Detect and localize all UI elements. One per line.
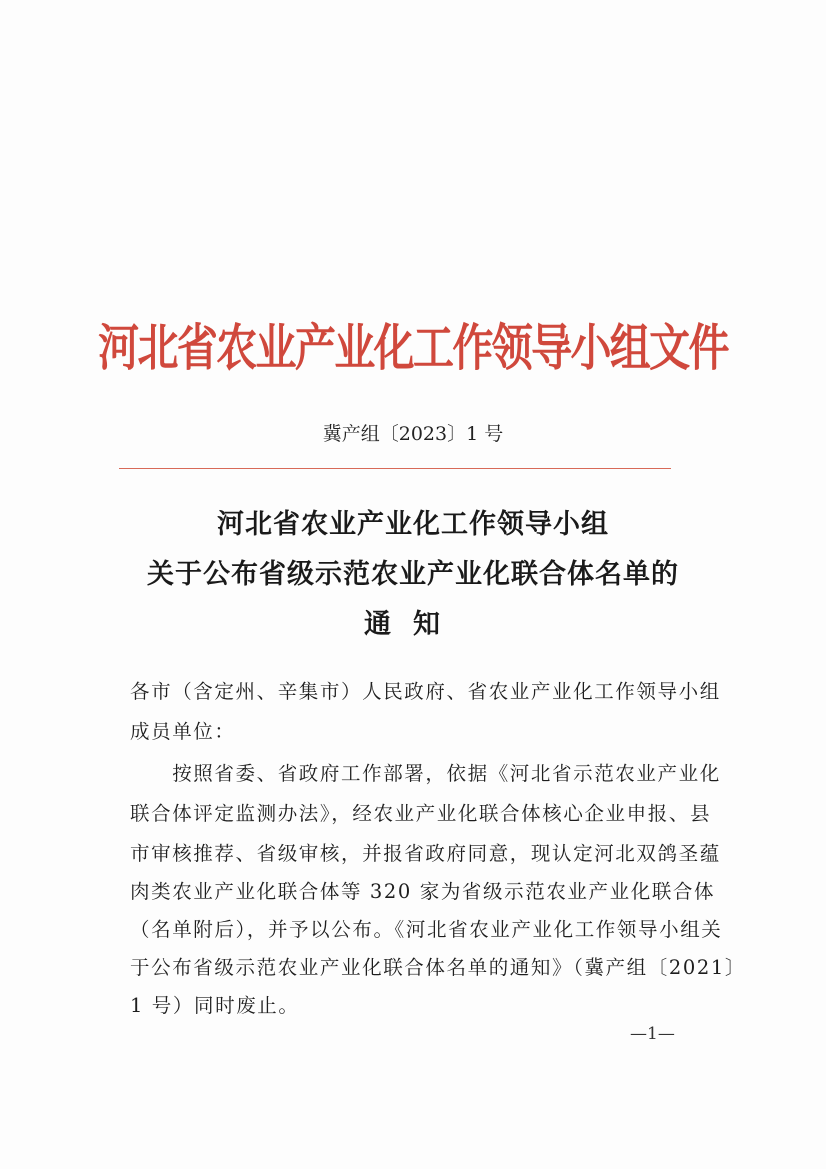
body-line-5: 市审核推荐、省级审核，并报省政府同意，现认定河北双鸽圣蕴	[130, 842, 721, 865]
body-line-7: （名单附后），并予以公布。《河北省农业产业化工作领导小组关	[130, 918, 723, 941]
notice-title-line-3: 通知	[364, 609, 462, 640]
header-divider	[119, 468, 671, 469]
body-line-1: 各市（含定州、辛集市）人民政府、省农业产业化工作领导小组	[130, 680, 721, 703]
body-line-6: 肉类农业产业化联合体等 320 家为省级示范农业产业化联合体	[130, 880, 716, 903]
body-line-3: 按照省委、省政府工作部署，依据《河北省示范农业产业化	[130, 762, 721, 785]
body-line-2: 成员单位：	[130, 720, 236, 743]
notice-title-line-2: 关于公布省级示范农业产业化联合体名单的	[147, 559, 679, 590]
body-line-8: 于公布省级示范农业产业化联合体名单的通知》（冀产组〔2021〕	[130, 956, 746, 979]
document-header-title: 河北省农业产业化工作领导小组文件	[98, 319, 728, 377]
page-number: —1—	[630, 1024, 675, 1044]
body-line-9: 1 号）同时废止。	[130, 994, 300, 1017]
document-number: 冀产组〔2023〕1 号	[322, 423, 504, 445]
body-line-4: 联合体评定监测办法》，经农业产业化联合体核心企业申报、县	[130, 802, 712, 825]
notice-title-line-1: 河北省农业产业化工作领导小组	[217, 509, 609, 540]
